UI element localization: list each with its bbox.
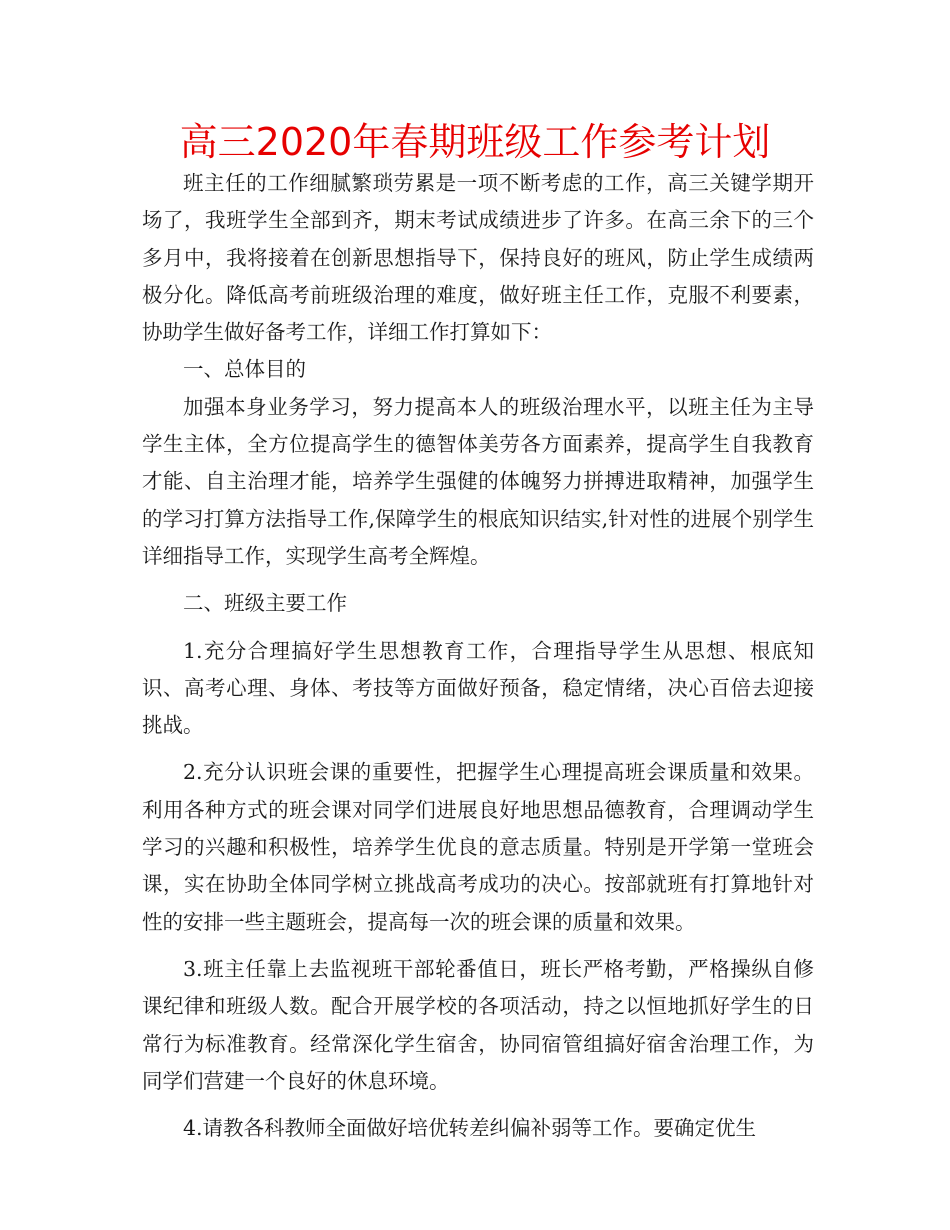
intro-paragraph: 班主任的工作细腻繁琐劳累是一项不断考虑的工作，高三关键学期开场了，我班学生全部到齐，期末考试成绩进步了许多。在高三余下的三个多月中，我将接着在创新思想指导下，保持良好的班风，防止学生成绩两极分化。降低高考前班级治理的难度，做好班主任工作，克服不利要素，协助学生做好备考工作，详细工作打算如下： [142,171,814,345]
section-heading-main-work: 二、班级主要工作 [183,591,347,616]
document-title: 高三2020年春期班级工作参考计划 [179,120,771,164]
work-item-3: 3.班主任靠上去监视班干部轮番值日，班长严格考勤，严格操纵自修课纪律和班级人数。配合开展学校的各项活动，持之以恒地抓好学生的日常行为标准教育。经常深化学生宿舍，协同宿管组搞好宿舍治理工作，为同学们营建一个良好的休息环境。 [142,956,814,1093]
section-heading-goals: 一、总体目的 [183,357,306,382]
goals-paragraph: 加强本身业务学习，努力提高本人的班级治理水平，以班主任为主导学生主体，全方位提高学生的德智体美劳各方面素养，提高学生自我教育才能、自主治理才能，培养学生强健的体魄努力拼搏进取精神，加强学生的学习打算方法指导工作,保障学生的根底知识结实,针对性的进展个别学生详细指导工作，实现学生高考全辉煌。 [142,394,814,568]
work-item-2: 2.充分认识班会课的重要性，把握学生心理提高班会课质量和效果。利用各种方式的班会课对同学们进展良好地思想品德教育，合理调动学生学习的兴趣和积极性，培养学生优良的意志质量。特别是开学第一堂班会课，实在协助全体同学树立挑战高考成功的决心。按部就班有打算地针对性的安排一些主题班会，提高每一次的班会课的质量和效果。 [142,760,814,934]
work-item-1: 1.充分合理搞好学生思想教育工作，合理指导学生从思想、根底知识、高考心理、身体、考技等方面做好预备，稳定情绪，决心百倍去迎接挑战。 [142,638,814,738]
document-body [142,165,814,1147]
work-item-4: 4.请教各科教师全面做好培优转差纠偏补弱等工作。要确定优生 [183,1116,757,1141]
